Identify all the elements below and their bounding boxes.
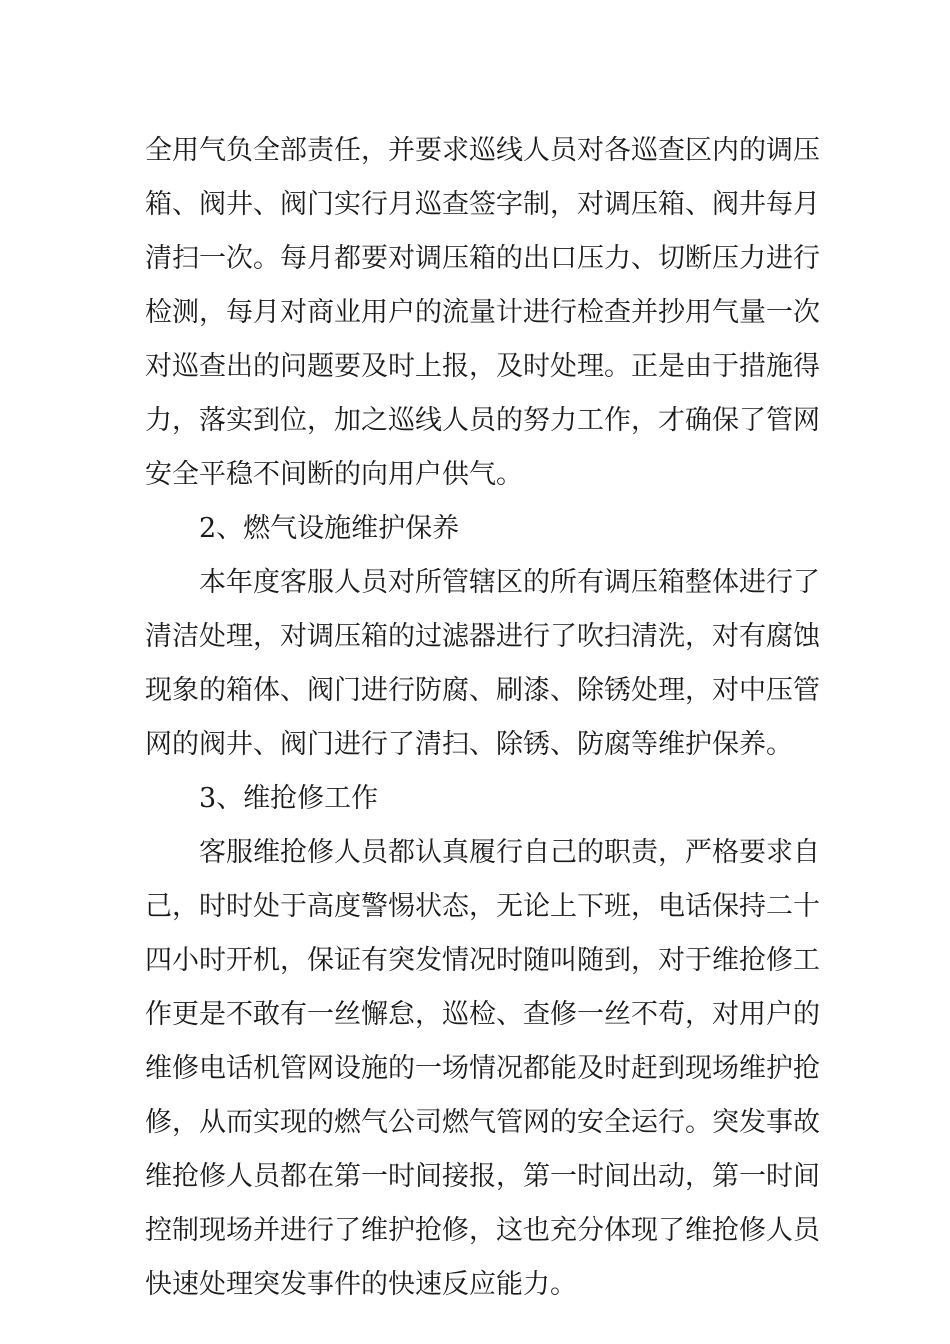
paragraph-line: 快速处理突发事件的快速反应能力。 (145, 1269, 577, 1300)
paragraph-line: 箱、阀井、阀门实行月巡查签字制，对调压箱、阀井每月 (145, 189, 820, 220)
paragraph-line: 四小时开机，保证有突发情况时随叫随到，对于维抢修工 (145, 945, 820, 976)
paragraph-line: 网的阀井、阀门进行了清扫、除锈、防腐等维护保养。 (145, 729, 793, 760)
paragraph-line: 力，落实到位，加之巡线人员的努力工作，才确保了管网 (145, 405, 820, 436)
section-heading: 2、燃气设施维护保养 (199, 513, 460, 544)
paragraph-line: 作更是不敢有一丝懈怠，巡检、查修一丝不苟，对用户的 (145, 999, 820, 1030)
section-heading: 3、维抢修工作 (199, 783, 379, 814)
paragraph-line: 清洁处理，对调压箱的过滤器进行了吹扫清洗，对有腐蚀 (145, 621, 820, 652)
paragraph-line: 检测，每月对商业用户的流量计进行检查并抄用气量一次 (145, 297, 820, 328)
paragraph-line: 本年度客服人员对所管辖区的所有调压箱整体进行了 (199, 567, 820, 598)
paragraph-line: 清扫一次。每月都要对调压箱的出口压力、切断压力进行 (145, 243, 820, 274)
paragraph-line: 维抢修人员都在第一时间接报，第一时间出动，第一时间 (145, 1161, 820, 1192)
paragraph-line: 维修电话机管网设施的一场情况都能及时赶到现场维护抢 (145, 1053, 820, 1084)
paragraph-line: 修，从而实现的燃气公司燃气管网的安全运行。突发事故 (145, 1107, 820, 1138)
paragraph-line: 全用气负全部责任，并要求巡线人员对各巡查区内的调压 (145, 135, 820, 166)
paragraph-line: 控制现场并进行了维护抢修，这也充分体现了维抢修人员 (145, 1215, 820, 1246)
paragraph-line: 客服维抢修人员都认真履行自己的职责，严格要求自 (199, 837, 820, 868)
paragraph-line: 安全平稳不间断的向用户供气。 (145, 459, 523, 490)
paragraph-line: 对巡查出的问题要及时上报，及时处理。正是由于措施得 (145, 351, 820, 382)
paragraph-line: 现象的箱体、阀门进行防腐、刷漆、除锈处理，对中压管 (145, 675, 820, 706)
paragraph-line: 己，时时处于高度警惕状态，无论上下班，电话保持二十 (145, 891, 820, 922)
document-body (145, 128, 820, 1316)
